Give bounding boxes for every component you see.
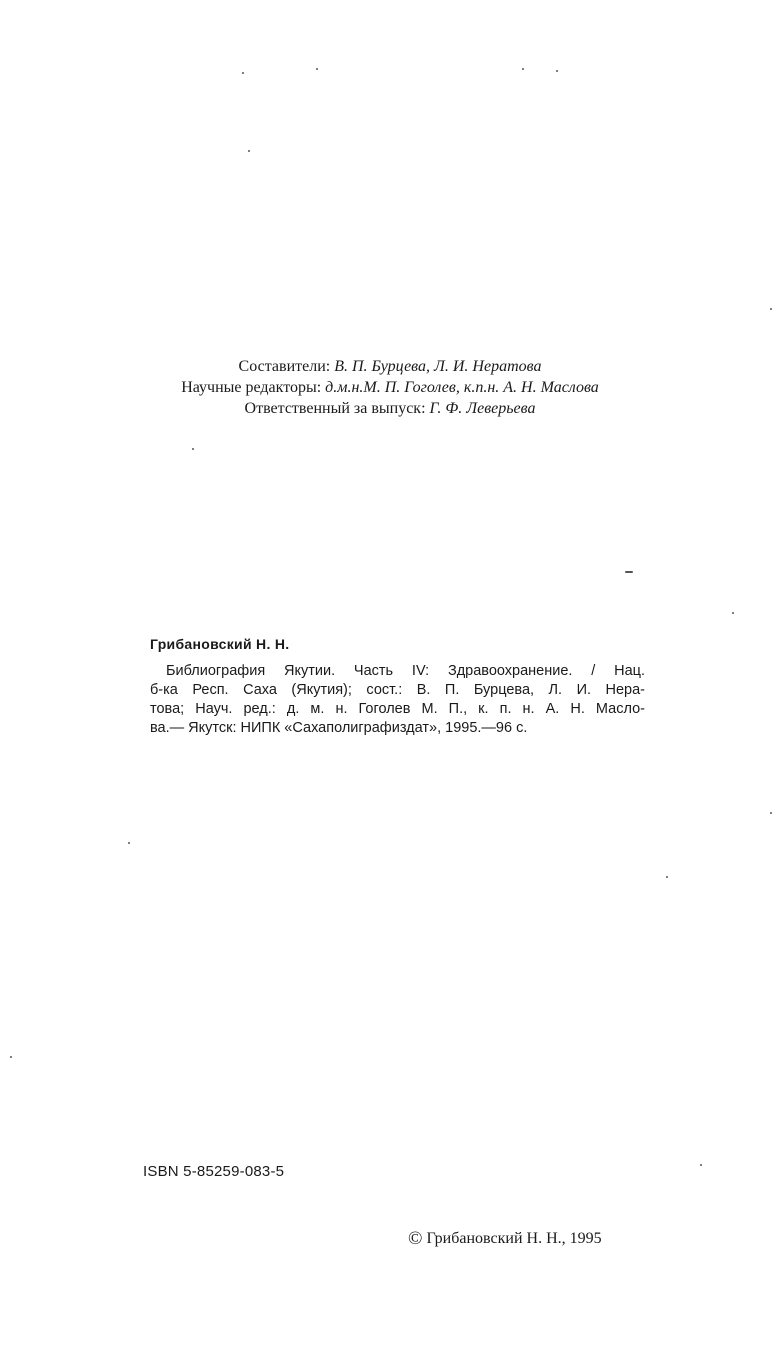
scan-speck bbox=[192, 448, 194, 450]
editors-line bbox=[0, 377, 780, 398]
scan-speck bbox=[242, 72, 244, 74]
responsible-label: Ответственный за выпуск: bbox=[244, 400, 426, 417]
scan-speck bbox=[556, 70, 558, 72]
isbn: ISBN 5-85259-083-5 bbox=[143, 1163, 285, 1180]
responsible-line bbox=[0, 398, 780, 419]
scan-speck bbox=[128, 842, 130, 844]
description-line: ва.— Якутск: НИПК «Сахаполиграфиздат», 1995.—96 с. bbox=[150, 720, 528, 736]
scan-speck bbox=[248, 150, 250, 152]
credits-block bbox=[0, 356, 780, 419]
scan-speck bbox=[732, 612, 734, 614]
scan-speck bbox=[770, 812, 772, 814]
scan-speck bbox=[625, 571, 633, 573]
compilers-line bbox=[0, 356, 780, 377]
scan-speck bbox=[770, 308, 772, 310]
scan-speck bbox=[10, 1056, 12, 1058]
scan-speck bbox=[700, 1164, 702, 1166]
description-line: б-ка Респ. Саха (Якутия); сост.: В. П. Бурцева, Л. И. Нера- bbox=[150, 682, 645, 698]
copyright-symbol: © bbox=[408, 1228, 423, 1249]
description-line: Библиография Якутии. Часть IV: Здравоохранение. / Нац. bbox=[166, 663, 645, 679]
copyright-text: Грибановский Н. Н., 1995 bbox=[426, 1230, 602, 1247]
entry-author: Грибановский Н. Н. bbox=[150, 636, 290, 652]
compilers-names: В. П. Бурцева, Л. И. Нератова bbox=[334, 358, 542, 375]
copyright-notice bbox=[408, 1230, 602, 1248]
scan-speck bbox=[522, 68, 524, 70]
editors-names: д.м.н.М. П. Гоголев, к.п.н. А. Н. Маслова bbox=[325, 379, 599, 396]
scan-speck bbox=[316, 68, 318, 70]
scan-speck bbox=[666, 876, 668, 878]
description-line: това; Науч. ред.: д. м. н. Гоголев М. П., к. п. н. А. Н. Масло- bbox=[150, 701, 645, 717]
compilers-label: Составители: bbox=[238, 358, 331, 375]
editors-label: Научные редакторы: bbox=[181, 379, 322, 396]
responsible-name: Г. Ф. Леверьева bbox=[429, 400, 536, 417]
bibliographic-description bbox=[150, 662, 645, 738]
